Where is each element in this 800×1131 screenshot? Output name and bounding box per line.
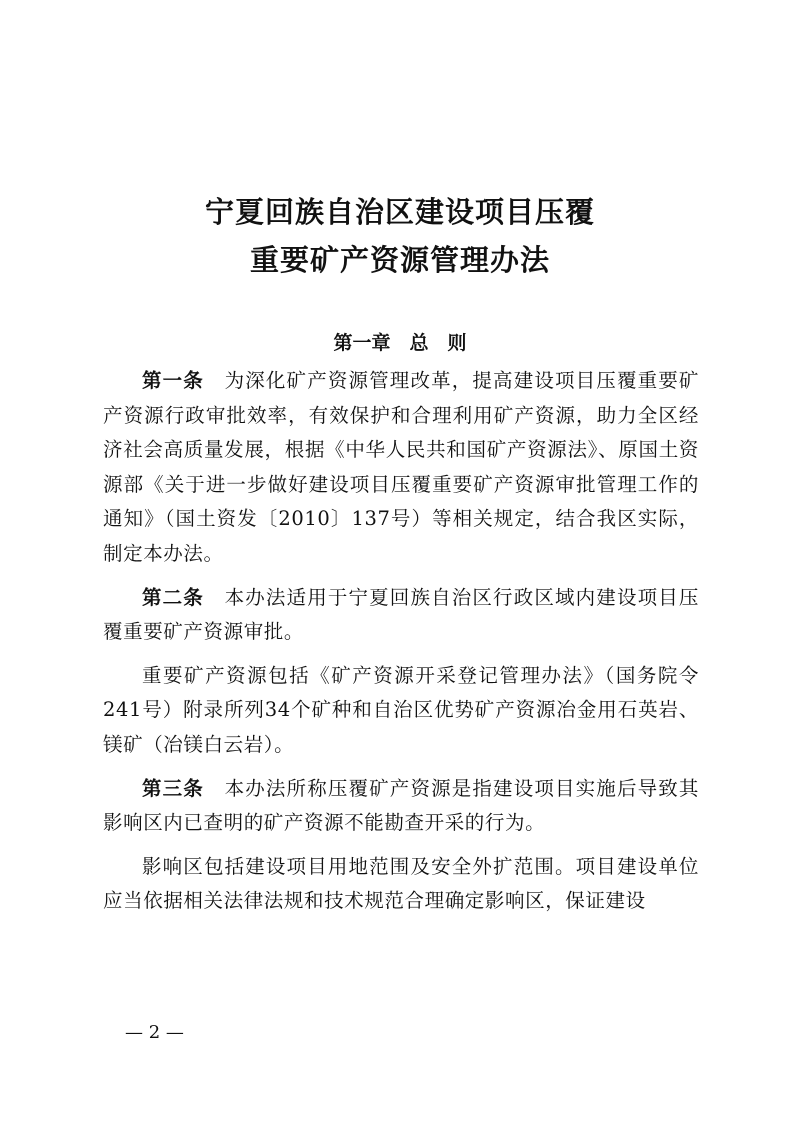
chapter-heading: 第一章 总 则 [333, 332, 467, 354]
article-1-paragraph [103, 364, 699, 572]
document-body [103, 364, 699, 919]
document-title-line-1: 宁夏回族自治区建设项目压覆 [204, 195, 595, 229]
article-3-paragraph [103, 772, 699, 841]
paragraph-text: 本办法所称压覆矿产资源是指建设项目实施后导致其影响区内已查明的矿产资源不能勘查开采的行为。 [103, 776, 699, 835]
article-label: 第一条 [142, 369, 204, 392]
paragraph-text: 为深化矿产资源管理改革，提高建设项目压覆重要矿产资源行政审批效率，有效保护和合理利用矿产资源，助力全区经济社会高质量发展，根据《中华人民共和国矿产资源法》、原国土资源部《关于进一步做好建设项目压覆重要矿产资源审批管理工作的通知》（国土资发〔2010〕137号）等相关规定，结合我区实际，制定本办法。 [103, 369, 699, 565]
article-3-continued-paragraph [103, 850, 699, 919]
article-label: 第二条 [142, 585, 204, 609]
article-2-paragraph [103, 581, 699, 650]
article-2-continued-paragraph [103, 659, 699, 763]
paragraph-text: 影响区包括建设项目用地范围及安全外扩范围。项目建设单位应当依据相关法律法规和技术规范合理确定影响区，保证建设 [103, 854, 699, 913]
article-label: 第三条 [142, 776, 204, 800]
paragraph-text: 本办法适用于宁夏回族自治区行政区域内建设项目压覆重要矿产资源审批。 [103, 585, 699, 644]
page-number: — 2 — [125, 1022, 184, 1043]
paragraph-text: 重要矿产资源包括《矿产资源开采登记管理办法》（国务院令241号）附录所列34个矿种和自治区优势矿产资源冶金用石英岩、镁矿（冶镁白云岩）。 [103, 663, 699, 756]
document-title-line-2: 重要矿产资源管理办法 [249, 243, 550, 277]
